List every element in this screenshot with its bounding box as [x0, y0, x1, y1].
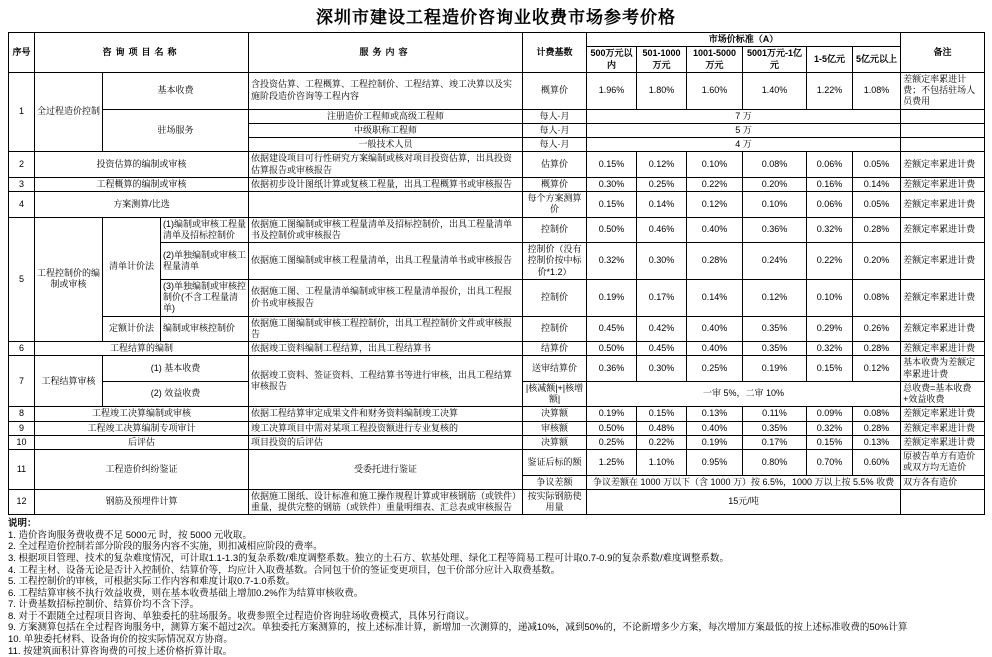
- note-cell: 差额定率累进计费: [901, 421, 985, 435]
- service-content: [249, 192, 523, 218]
- rate-cell: 0.42%: [637, 316, 687, 342]
- rate-cell: 0.19%: [743, 356, 807, 382]
- note-line: 1. 造价咨询服务费收费不足 5000元 时，按 5000 元收取。: [8, 529, 252, 541]
- fee-basis: 每人·月: [523, 123, 587, 137]
- rate-cell: 0.32%: [807, 342, 853, 356]
- fee-basis: |核减额|+|核增额|: [523, 381, 587, 407]
- header-row-1: [9, 33, 985, 47]
- rate-cell: 0.22%: [807, 243, 853, 280]
- fee-basis: 每人·月: [523, 109, 587, 123]
- rate-cell: 0.32%: [807, 217, 853, 243]
- table-row: [9, 217, 985, 243]
- rate-cell: 0.17%: [637, 279, 687, 316]
- fee-basis: 概算价: [523, 72, 587, 109]
- service-content: 依据竣工资料、签证资料、工程结算书等进行审核，出具工程结算审核报告: [249, 356, 523, 407]
- rate-cell: 0.50%: [587, 421, 637, 435]
- fee-basis: 审核额: [523, 421, 587, 435]
- row-no: 12: [9, 489, 35, 515]
- note-cell: 差额定率累进计费: [901, 279, 985, 316]
- rate-cell: 0.35%: [743, 421, 807, 435]
- rate-cell: 4 万: [587, 138, 901, 152]
- page-title: 深圳市建设工程造价咨询业收费市场参考价格: [316, 8, 676, 27]
- rate-cell: 0.12%: [853, 356, 901, 382]
- rate-cell: 0.45%: [587, 316, 637, 342]
- note-line: 3. 根据项目管理、技术的复杂难度情况，可计取1.1-1.3的复杂系数/难度调整系数。独立的土石方、软基处理、绿化工程等简易工程可计取0.7-0.9的复杂系数/难度调整系数。: [8, 552, 729, 564]
- rate-cell: 0.14%: [687, 279, 743, 316]
- project-name: 后评估: [35, 435, 249, 449]
- rate-cell: 0.12%: [637, 152, 687, 178]
- rate-cell: 0.14%: [637, 192, 687, 218]
- rate-cell: 0.08%: [853, 279, 901, 316]
- note-cell: 基本收费为差额定率累进计费: [901, 356, 985, 382]
- rate-cell: 0.30%: [637, 243, 687, 280]
- rate-cell: 0.19%: [687, 435, 743, 449]
- rate-cell: 0.30%: [637, 356, 687, 382]
- rate-cell: 0.11%: [743, 407, 807, 421]
- rate-cell: 0.14%: [853, 177, 901, 191]
- rate-cell: 7 万: [587, 109, 901, 123]
- note-cell: 总收费=基本收费+效益收费: [901, 381, 985, 407]
- col-header-project: 咨询项目名称: [35, 33, 249, 73]
- fee-basis: 争议差额: [523, 475, 587, 489]
- service-content: 注册造价工程师或高级工程师: [249, 109, 523, 123]
- rate-cell: 1.25%: [587, 450, 637, 476]
- fee-basis: 鉴证后标的额: [523, 450, 587, 476]
- rate-cell: 0.30%: [587, 177, 637, 191]
- fee-basis: 每个方案测算价: [523, 192, 587, 218]
- note-line: 4. 工程主材、设备无论是否计入控制价、结算价等，均应计入取费基数。合同包干价的签证变更项目，包干价部分应计入取费基数。: [8, 564, 561, 576]
- row-no: 10: [9, 435, 35, 449]
- rate-cell: 0.25%: [637, 177, 687, 191]
- note-line: 6. 工程结算审核不执行效益收费，则在基本收费基础上增加0.2%作为结算审核收费。: [8, 587, 364, 599]
- rate-cell: 0.28%: [853, 217, 901, 243]
- rate-cell: 0.22%: [637, 435, 687, 449]
- note-cell: 差额定率累进计费: [901, 152, 985, 178]
- rate-cell: 0.15%: [807, 356, 853, 382]
- rate-cell: 0.28%: [687, 243, 743, 280]
- row-no: 7: [9, 356, 35, 407]
- col-header-note: 备注: [901, 33, 985, 73]
- project-subname: (3)单独编制或审核控制价(不含工程量清单): [161, 279, 249, 316]
- rate-cell: 1.10%: [637, 450, 687, 476]
- project-name: 全过程造价控制: [35, 72, 103, 152]
- rate-cell: 0.80%: [743, 450, 807, 476]
- row-no: 9: [9, 421, 35, 435]
- tier-header-1: 500万元以内: [587, 47, 637, 73]
- rate-cell: 0.36%: [743, 217, 807, 243]
- row-no: 8: [9, 407, 35, 421]
- service-content: 依据工程结算审定成果文件和财务资料编制竣工决算: [249, 407, 523, 421]
- rate-cell: 0.17%: [743, 435, 807, 449]
- row-no: 4: [9, 192, 35, 218]
- col-header-basis: 计费基数: [523, 33, 587, 73]
- note-line: 9. 方案测算包括在全过程咨询服务中，测算方案不超过2次。单独委托方案测算的，按上述标准计算，新增加一次测算的，递减10%，减到50%的，不论新增多少方案，每次增加方案最低的按上述标准收费的50%计算: [8, 622, 908, 634]
- rate-cell: 0.12%: [687, 192, 743, 218]
- pricing-method: 定额计价法: [103, 316, 161, 342]
- service-content: 一般技术人员: [249, 138, 523, 152]
- note-cell: 差额定率累进计费: [901, 192, 985, 218]
- rate-cell: 1.60%: [687, 72, 743, 109]
- note-cell: [901, 109, 985, 123]
- rate-cell: 一审 5%，二审 10%: [587, 381, 901, 407]
- fee-basis: 控制价（没有控制价按中标价*1.2）: [523, 243, 587, 280]
- project-subname: (2)单独编制或审核工程量清单: [161, 243, 249, 280]
- rate-cell: 0.28%: [853, 342, 901, 356]
- project-name: 工程控制价的编制或审核: [35, 217, 103, 342]
- rate-cell: 1.08%: [853, 72, 901, 109]
- fee-basis: 概算价: [523, 177, 587, 191]
- rate-cell: 0.28%: [853, 421, 901, 435]
- fee-basis: 按实际钢筋使用量: [523, 489, 587, 515]
- rate-cell: 0.29%: [807, 316, 853, 342]
- note-cell: 差额定率累进计费: [901, 435, 985, 449]
- project-name: 工程结算审核: [35, 356, 103, 407]
- rate-cell: 0.32%: [807, 421, 853, 435]
- note-cell: 差额定率累进计费: [901, 243, 985, 280]
- service-content: 依据施工图纸、设计标准和施工操作规程计算或审核钢筋（或铁件）重量，提供完整的钢筋（或铁件）重量明细表、汇总表或审核报告: [249, 489, 523, 515]
- rate-cell: 0.15%: [637, 407, 687, 421]
- rate-cell: 0.26%: [853, 316, 901, 342]
- service-content: 竣工决算项目中需对某项工程投资额进行专业复核的: [249, 421, 523, 435]
- rate-cell: 0.19%: [587, 279, 637, 316]
- service-content: 依据初步设计图纸计算或复核工程量，出具工程概算书或审核报告: [249, 177, 523, 191]
- table-row: [9, 109, 985, 123]
- project-subname: (2) 效益收费: [103, 381, 249, 407]
- table-row: [9, 407, 985, 421]
- tier-header-3: 1001-5000万元: [687, 47, 743, 73]
- rate-cell: 1.80%: [637, 72, 687, 109]
- note-cell: [901, 489, 985, 515]
- tier-header-5: 1-5亿元: [807, 47, 853, 73]
- rate-cell: 0.40%: [687, 342, 743, 356]
- rate-cell: 0.70%: [807, 450, 853, 476]
- rate-cell: 0.09%: [807, 407, 853, 421]
- note-cell: 差额定率累进计费: [901, 342, 985, 356]
- note-cell: 差额定率累进计费: [901, 177, 985, 191]
- rate-cell: 0.24%: [743, 243, 807, 280]
- table-row: [9, 435, 985, 449]
- rate-cell: 0.08%: [853, 407, 901, 421]
- table-row: [9, 152, 985, 178]
- service-content: 依据竣工资料编制工程结算，出具工程结算书: [249, 342, 523, 356]
- rate-cell: 1.22%: [807, 72, 853, 109]
- fee-basis: 决算额: [523, 435, 587, 449]
- rate-cell: 0.08%: [743, 152, 807, 178]
- rate-cell: 0.50%: [587, 217, 637, 243]
- rate-cell: 0.40%: [687, 316, 743, 342]
- rate-cell: 0.40%: [687, 421, 743, 435]
- rate-cell: 0.60%: [853, 450, 901, 476]
- rate-cell: 0.25%: [687, 356, 743, 382]
- project-subname: 编制或审核控制价: [161, 316, 249, 342]
- row-no: 3: [9, 177, 35, 191]
- rate-cell: 0.15%: [587, 152, 637, 178]
- row-no: 2: [9, 152, 35, 178]
- table-row: [9, 356, 985, 382]
- project-name: 工程概算的编制或审核: [35, 177, 249, 191]
- rate-cell: 0.12%: [743, 279, 807, 316]
- project-name: 工程造价纠纷鉴证: [35, 450, 249, 490]
- rate-cell: 0.32%: [587, 243, 637, 280]
- note-line: 7. 计费基数招标控制价、结算价均不含下浮。: [8, 599, 200, 611]
- rate-cell: 0.05%: [853, 192, 901, 218]
- note-cell: 差额定率累进计费: [901, 217, 985, 243]
- notes-heading: 说明：: [8, 518, 37, 530]
- fee-basis: 送审结算价: [523, 356, 587, 382]
- rate-cell: 0.45%: [637, 342, 687, 356]
- rate-cell: 0.10%: [687, 152, 743, 178]
- rate-cell: 1.40%: [743, 72, 807, 109]
- service-content: 依据施工图、工程量清单编制或审核工程量清单报价，出具工程报价书或审核报告: [249, 279, 523, 316]
- rate-cell: 5 万: [587, 123, 901, 137]
- rate-cell: 0.05%: [853, 152, 901, 178]
- table-row: [9, 489, 985, 515]
- rate-cell: 0.35%: [743, 342, 807, 356]
- note-line: 8. 对于不跟随全过程项目咨询、单独委托的驻场服务。收费参照全过程造价咨询驻场收费模式，具体另行商议。: [8, 610, 475, 622]
- rate-cell: 0.06%: [807, 192, 853, 218]
- table-row: [9, 72, 985, 109]
- service-content: 依据建设项目可行性研究方案编制或核对项目投资估算，出具投资估算报告或审核报告: [249, 152, 523, 178]
- rate-cell: 1.96%: [587, 72, 637, 109]
- rate-cell: 0.13%: [687, 407, 743, 421]
- rate-cell: 争议差额在 1000 万以下（含 1000 万）按 6.5%，1000 万以上按 5.5% 收费: [587, 475, 901, 489]
- note-cell: 原被告单方有造价或双方均无造价: [901, 450, 985, 476]
- service-content: 依据施工图编制或审核工程控制价，出具工程控制价文件或审核报告: [249, 316, 523, 342]
- col-header-market: 市场价标准（A）: [587, 33, 901, 47]
- project-subname: 基本收费: [103, 72, 249, 109]
- project-name: 方案测算/比选: [35, 192, 249, 218]
- project-subname: (1) 基本收费: [103, 356, 249, 382]
- fee-basis: 控制价: [523, 217, 587, 243]
- rate-cell: 0.15%: [587, 192, 637, 218]
- service-content: 依据施工图编制或审核工程量清单，出具工程量清单书或审核报告: [249, 243, 523, 280]
- fee-basis: 控制价: [523, 316, 587, 342]
- row-no: 6: [9, 342, 35, 356]
- rate-cell: 0.13%: [853, 435, 901, 449]
- project-subname: (1)编制或审核工程量清单及招标控制价: [161, 217, 249, 243]
- note-cell: 差额定率累进计费: [901, 316, 985, 342]
- table-row: [9, 177, 985, 191]
- table-row: [9, 192, 985, 218]
- col-header-no: 序号: [9, 33, 35, 73]
- row-no: 5: [9, 217, 35, 342]
- project-name: 工程竣工决算编制或审核: [35, 407, 249, 421]
- rate-cell: 0.40%: [687, 217, 743, 243]
- project-name: 投资估算的编制或审核: [35, 152, 249, 178]
- note-cell: 差额定率累进计费；不包括驻场人员费用: [901, 72, 985, 109]
- table-row: [9, 316, 985, 342]
- table-row: [9, 421, 985, 435]
- notes-section: [8, 518, 984, 657]
- note-cell: [901, 123, 985, 137]
- rate-cell: 0.95%: [687, 450, 743, 476]
- service-content: 依据施工图编制或审核工程量清单及招标控制价，出具工程量清单书及控制价或审核报告: [249, 217, 523, 243]
- rate-cell: 0.20%: [743, 177, 807, 191]
- tier-header-6: 5亿元以上: [853, 47, 901, 73]
- note-cell: 双方各有造价: [901, 475, 985, 489]
- row-no: 1: [9, 72, 35, 152]
- rate-cell: 0.46%: [637, 217, 687, 243]
- fee-basis: 控制价: [523, 279, 587, 316]
- rate-cell: 0.16%: [807, 177, 853, 191]
- project-subname: 驻场服务: [103, 109, 249, 152]
- pricing-method: 清单计价法: [103, 217, 161, 316]
- rate-cell: 0.48%: [637, 421, 687, 435]
- rate-cell: 0.35%: [743, 316, 807, 342]
- table-row: [9, 450, 985, 476]
- rate-cell: 0.50%: [587, 342, 637, 356]
- project-name: 工程结算的编制: [35, 342, 249, 356]
- col-header-service: 服务内容: [249, 33, 523, 73]
- note-line: 11. 按建筑面积计算咨询费的可按上述价格折算计取。: [8, 645, 233, 657]
- rate-cell: 0.15%: [807, 435, 853, 449]
- rate-cell: 0.20%: [853, 243, 901, 280]
- table-row: [9, 342, 985, 356]
- rate-cell: 0.10%: [807, 279, 853, 316]
- service-content: 受委托进行鉴证: [249, 450, 523, 490]
- fee-table: [8, 32, 985, 515]
- note-cell: 差额定率累进计费: [901, 407, 985, 421]
- tier-header-2: 501-1000万元: [637, 47, 687, 73]
- fee-basis: 每人·月: [523, 138, 587, 152]
- service-content: 项目投资的后评估: [249, 435, 523, 449]
- tier-header-4: 5001万元-1亿元: [743, 47, 807, 73]
- service-content: 中级职称工程师: [249, 123, 523, 137]
- note-cell: [901, 138, 985, 152]
- service-content: 含投资估算、工程概算、工程控制价、工程结算、竣工决算以及实施阶段造价咨询等工程内容: [249, 72, 523, 109]
- fee-basis: 结算价: [523, 342, 587, 356]
- rate-cell: 15元/吨: [587, 489, 901, 515]
- project-name: 钢筋及预埋件计算: [35, 489, 249, 515]
- note-line: 10. 单独委托材料、设备询价的按实际情况双方协商。: [8, 634, 233, 646]
- rate-cell: 0.06%: [807, 152, 853, 178]
- project-name: 工程竣工决算编制专项审计: [35, 421, 249, 435]
- row-no: 11: [9, 450, 35, 490]
- fee-basis: 估算价: [523, 152, 587, 178]
- rate-cell: 0.10%: [743, 192, 807, 218]
- rate-cell: 0.36%: [587, 356, 637, 382]
- note-line: 5. 工程控制价的审核，可根据实际工作内容和难度计取0.7-1.0系数。: [8, 576, 296, 588]
- fee-basis: 决算额: [523, 407, 587, 421]
- rate-cell: 0.19%: [587, 407, 637, 421]
- rate-cell: 0.25%: [587, 435, 637, 449]
- rate-cell: 0.22%: [687, 177, 743, 191]
- note-line: 2. 全过程造价控制若部分阶段的服务内容不实施，则扣减相应阶段的费率。: [8, 541, 323, 553]
